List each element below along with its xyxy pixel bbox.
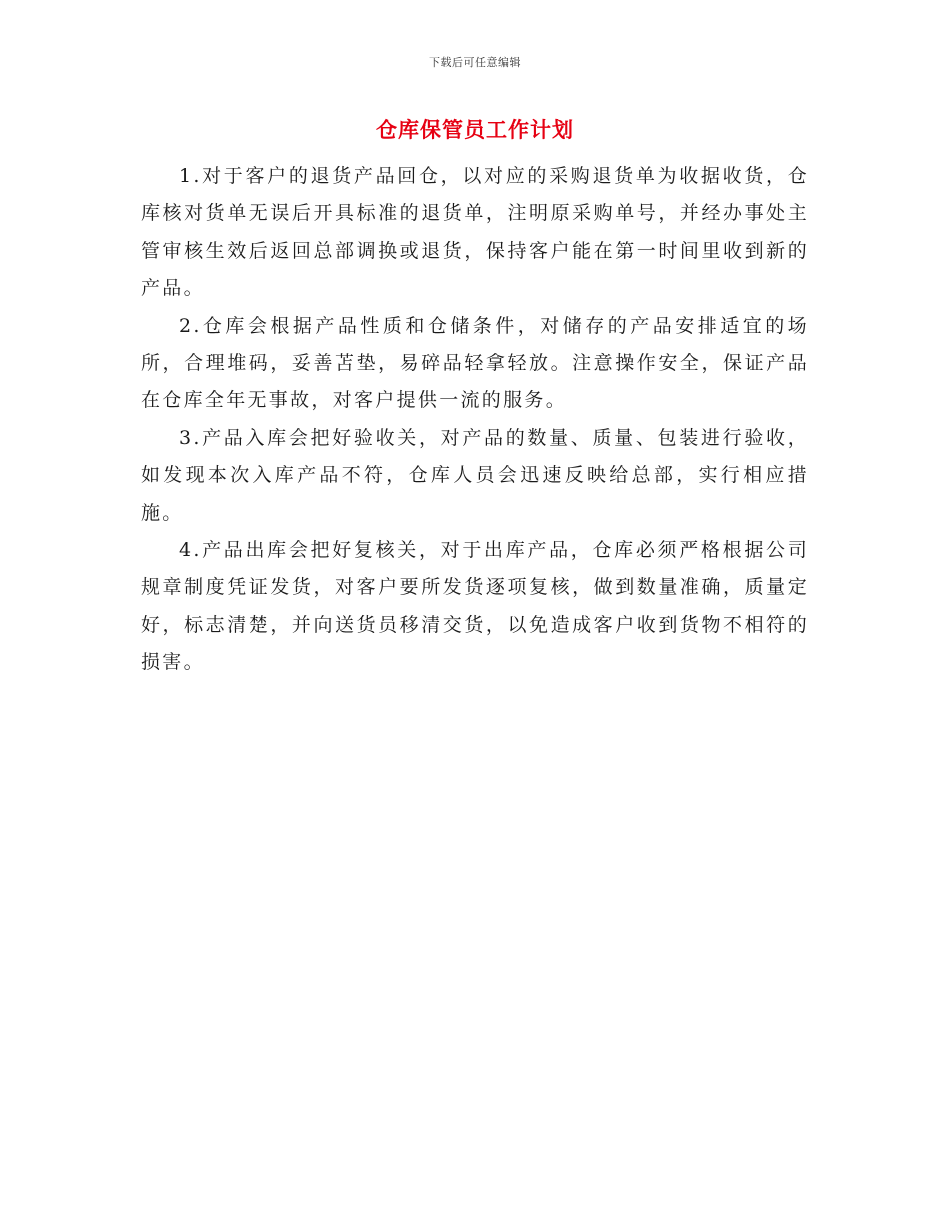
paragraph-3: 3.产品入库会把好验收关，对产品的数量、质量、包装进行验收，如发现本次入库产品不符，仓库人员会迅速反映给总部，实行相应措施。 [141, 426, 809, 524]
paragraph-4: 4.产品出库会把好复核关，对于出库产品，仓库必须严格根据公司规章制度凭证发货，对客户要所发货逐项复核，做到数量准确，质量定好，标志清楚，并向送货员移清交货，以免造成客户收到货物不相符的损害。 [141, 539, 809, 674]
document-body [141, 158, 809, 682]
document-title: 仓库保管员工作计划 [376, 117, 574, 142]
header-note: 下载后可任意编辑 [429, 56, 521, 69]
paragraph-1: 1.对于客户的退货产品回仓，以对应的采购退货单为收据收货，仓库核对货单无误后开具标准的退货单，注明原采购单号，并经办事处主管审核生效后返回总部调换或退货，保持客户能在第一时间里收到新的产品。 [141, 165, 809, 300]
paragraph-2: 2.仓库会根据产品性质和仓储条件，对储存的产品安排适宜的场所，合理堆码，妥善苫垫，易碎品轻拿轻放。注意操作安全，保证产品在仓库全年无事故，对客户提供一流的服务。 [141, 314, 809, 412]
